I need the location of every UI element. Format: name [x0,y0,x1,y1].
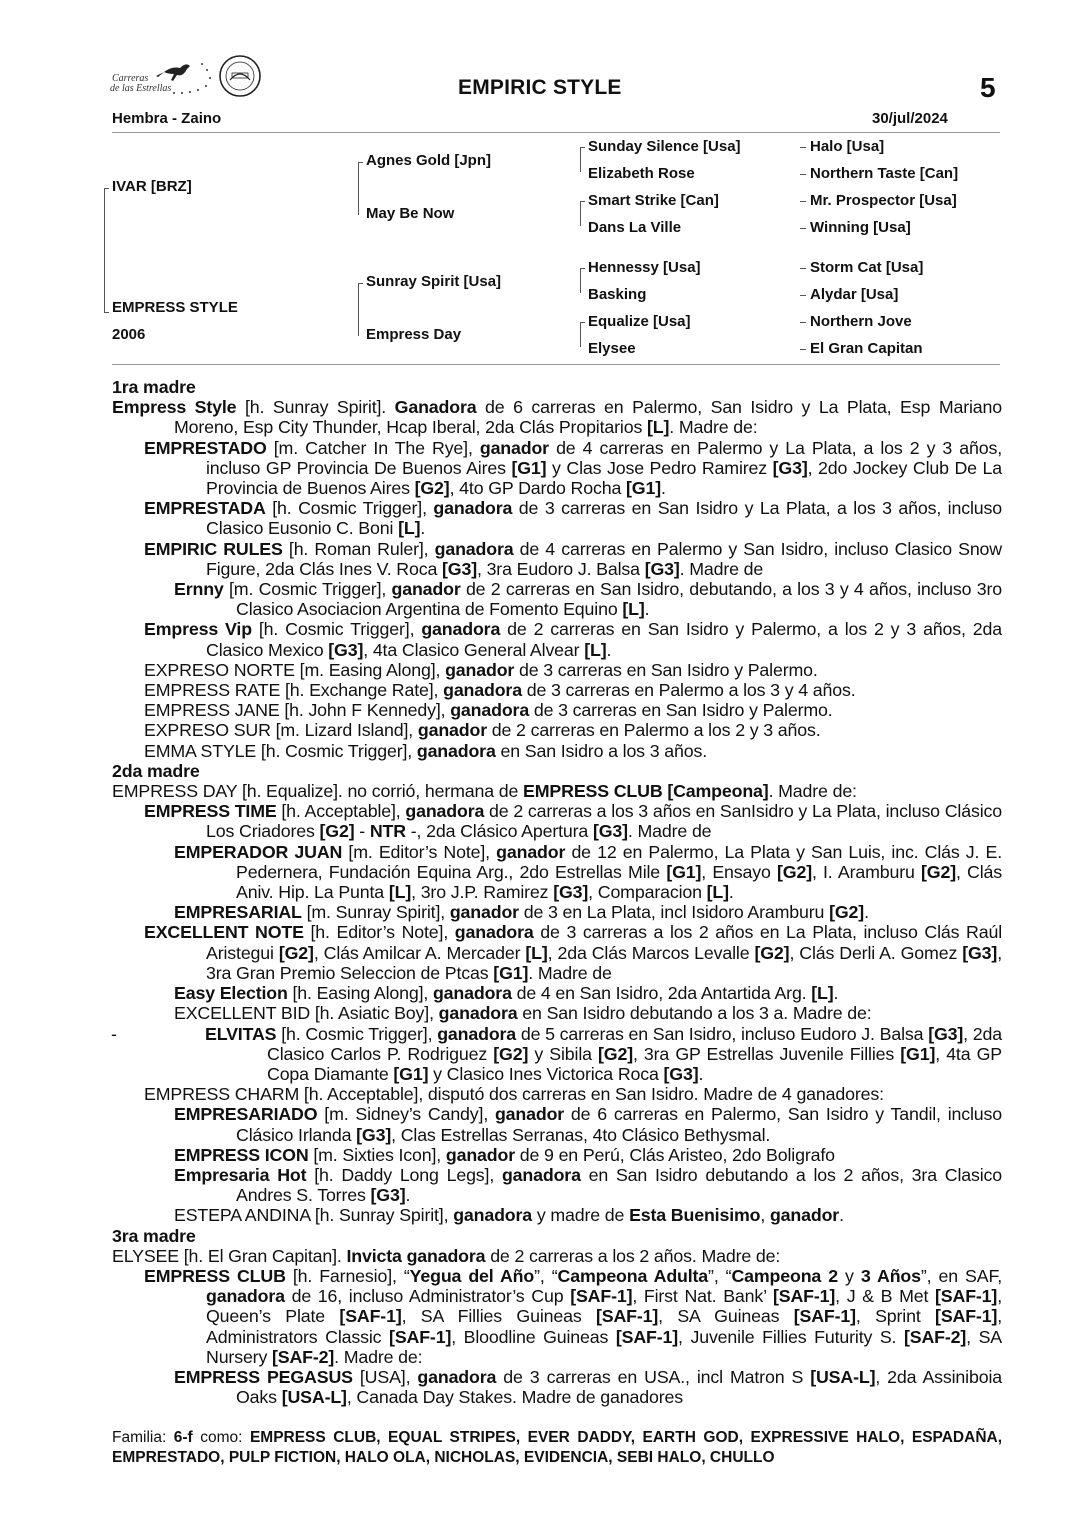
pedigree-gen3-2: Elizabeth Rose [588,165,695,182]
entry-grandoffspring: ESTEPA ANDINA [h. Sunray Spirit], ganadora y madre de Esta Buenisimo, ganador. [174,1205,844,1226]
pedigree-gen2-2: May Be Now [366,205,455,222]
pedigree-gen4-3: Mr. Prospector [Usa] [810,192,957,209]
entry-offspring: EMPRESTADO [m. Catcher In The Rye], ganador de 4 carreras en Palermo y La Plata, a los 2 y 3 años, incluso GP Provincia De Buenos Aires [G1] y Clas Jose Pedro Ramirez [G3], 2do Jockey Club De La Provincia de Buenos Aires [G2], 4to GP Dardo Rocha [G1]. [144,437,1002,499]
logo [112,52,272,102]
pedigree-divider [112,364,1000,365]
pedigree-gen3-8: Elysee [588,340,636,357]
logo-text-line1: Carreras [112,73,149,84]
dash [800,268,806,269]
entry-grandoffspring: EMPRESARIADO [m. Sidney’s Candy], ganador de 6 carreras en Palermo, San Isidro y Tandil, incluso Clásico Irlanda [G3], Clas Estrellas Serranas, 4to Clásico Bethysmal. [174,1104,1002,1145]
header-divider [112,132,1000,133]
entry-offspring: EMPRESS JANE [h. John F Kennedy], ganadora de 3 carreras en San Isidro y Palermo. [144,700,833,721]
pedigree-gen3-6: Basking [588,286,647,303]
entry-dam: Empress Style [h. Sunray Spirit]. Ganadora de 6 carreras en Palermo, San Isidro y La Plata, Esp Mariano Moreno, Esp City Thunder, Hcap Iberal, 2da Clás Propitarios [L]. Madre de: [112,397,1003,438]
family-como: como: [200,1429,243,1446]
lot-number: 5 [980,72,996,103]
dash [800,349,806,350]
entry-offspring: EXPRESO SUR [m. Lizard Island], ganador de 2 carreras en Palermo a los 2 y 3 años. [144,720,821,741]
pedigree-gen3-4: Dans La Ville [588,219,682,236]
pedigree-gen3-5: Hennessy [Usa] [588,259,701,276]
dash [800,174,806,175]
section-heading: 2da madre [112,760,200,781]
pedigree-gen3-7: Equalize [Usa] [588,313,691,330]
pedigree-gen3-1: Sunday Silence [Usa] [588,138,741,155]
family-label: Familia: [112,1429,167,1446]
section-heading: 3ra madre [112,1225,196,1246]
pedigree-sire: IVAR [BRZ] [112,178,192,195]
dash [800,295,806,296]
sale-date: 30/jul/2024 [872,110,948,127]
entry-offspring: EMPRESS TIME [h. Acceptable], ganadora de 2 carreras a los 3 años en SanIsidro y La Plata, incluso Clásico Los Criadores [G2] - NTR -, 2da Clásico Apertura [G3]. Madre de [144,801,1002,842]
entry-greatgrandoffspring: - ELVITAS [h. Cosmic Trigger], ganadora de 5 carreras en San Isidro, incluso Eudoro J. Balsa [G3], 2da Clasico Carlos P. Rodriguez [G2] y Sibila [G2], 3ra GP Estrellas Juvenile Fillies [G1], 4ta GP Copa Diamante [G1] y Clasico Ines Victorica Roca [G3]. [111,1023,1003,1084]
family-line [112,1428,1002,1468]
sex-color: Hembra - Zaino [112,110,222,127]
bracket [580,201,585,226]
catalog-body [112,377,1002,1407]
bracket [358,283,363,336]
entry-offspring: Empress Vip [h. Cosmic Trigger], ganadora de 2 carreras en San Isidro y Palermo, a los 2 y 3 años, 2da Clasico Mexico [G3], 4ta Clasico General Alvear [L]. [144,619,1002,660]
pedigree-gen2-1: Agnes Gold [Jpn] [366,152,491,169]
pedigree-dam: EMPRESS STYLE [112,299,238,316]
entry-granddam: EMPRESS DAY [h. Equalize]. no corrió, hermana de EMPRESS CLUB [Campeona]. Madre de: [112,781,857,802]
pedigree-gen3-3: Smart Strike [Can] [588,192,719,209]
entry-offspring: EMMA STYLE [h. Cosmic Trigger], ganadora en San Isidro a los 3 años. [144,740,707,761]
entry-offspring: EMPRESS RATE [h. Exchange Rate], ganadora de 3 carreras en Palermo a los 3 y 4 años. [144,680,856,701]
entry-offspring: EMPRESTADA [h. Cosmic Trigger], ganadora de 3 carreras en San Isidro y La Plata, a los 3 años, incluso Clasico Eusonio C. Boni [L]. [144,498,1002,539]
bracket [358,162,363,215]
family-number: 6-f [173,1429,193,1446]
pedigree-gen4-1: Halo [Usa] [810,138,885,155]
entry-offspring: EMPIRIC RULES [h. Roman Ruler], ganadora de 4 carreras en Palermo y San Isidro, incluso Clasico Snow Figure, 2da Clás Ines V. Roca [G3], 3ra Eudoro J. Balsa [G3]. Madre de [144,538,1002,579]
pedigree-gen4-6: Alydar [Usa] [810,286,899,303]
pedigree-gen4-2: Northern Taste [Can] [810,165,959,182]
bracket [104,188,109,313]
dash [800,228,806,229]
family-relatives: EMPRESS CLUB, EQUAL STRIPES, EVER DADDY, EARTH GOD, EXPRESSIVE HALO, ESPADAÑA, EMPRESTADO, PULP FICTION, HALO OLA, NICHOLAS, EVIDENCIA, SEBI HALO, CHULLO [112,1429,1003,1466]
entry-grandoffspring: Empresaria Hot [h. Daddy Long Legs], ganadora en San Isidro debutando a los 2 años, 3ra Clasico Andres S. Torres [G3]. [174,1164,1003,1206]
pedigree-gen2-3: Sunray Spirit [Usa] [366,273,502,290]
dash [800,201,806,202]
logo-text-line2: de las Estrellas [110,83,172,94]
pedigree-dam-year: 2006 [112,326,146,343]
entry-offspring: EMPRESS CHARM [h. Acceptable], disputó dos carreras en San Isidro. Madre de 4 ganadores: [144,1084,884,1105]
entry-grandoffspring: EMPRESS ICON [m. Sixties Icon], ganador de 9 en Perú, Clás Aristeo, 2do Boligrafo [174,1144,835,1165]
entry-grandoffspring: EMPRESS PEGASUS [USA], ganadora de 3 carreras en USA., incl Matron S [USA-L], 2da Assiniboia Oaks [USA-L], Canada Day Stakes. Madre de ganadores [174,1366,1002,1408]
pedigree-gen4-4: Winning [Usa] [810,219,911,236]
entry-offspring: EXCELLENT NOTE [h. Editor’s Note], ganadora de 3 carreras a los 2 años en La Plata, incluso Clás Raúl Aristegui [G2], Clás Amilcar A. Mercader [L], 2da Clás Marcos Levalle [G2], Clás Derli A. Gomez [G3], 3ra Gran Premio Seleccion de Ptcas [G1]. Madre de [144,922,1003,983]
pedigree-gen4-8: El Gran Capitan [810,340,923,357]
logo-text [112,74,171,94]
pedigree-gen4-5: Storm Cat [Usa] [810,259,924,276]
page-title: EMPIRIC STYLE [458,76,622,99]
bracket [104,298,109,313]
dash [800,147,806,148]
bracket [580,147,585,172]
entry-grandoffspring: Ernny [m. Cosmic Trigger], ganador de 2 carreras en San Isidro, debutando, a los 3 y 4 años, incluso 3ro Clasico Asociacion Argentina de Fomento Equino [L]. [174,579,1002,620]
pedigree-gen4-7: Northern Jove [810,313,912,330]
entry-offspring: EMPRESS CLUB [h. Farnesio], “Yegua del Año”, “Campeona Adulta”, “Campeona 2 y 3 Años”, en SAF, ganadora de 16, incluso Administrator’s Cup [SAF-1], First Nat. Bank’ [SAF-1], J & B Met [SAF-1], Queen’s Plate [SAF-1], SA Fillies Guineas [SAF-1], SA Guineas [SAF-1], Sprint [SAF-1], Administrators Classic [SAF-1], Bloodline Guineas [SAF-1], Juvenile Fillies Futurity S. [SAF-2], SA Nursery [SAF-2]. Madre de: [144,1265,1003,1367]
entry-grandoffspring: Easy Election [h. Easing Along], ganadora de 4 en San Isidro, 2da Antartida Arg. [L]. [174,983,839,1004]
entry-offspring: EXPRESO NORTE [m. Easing Along], ganador de 3 carreras en San Isidro y Palermo. [144,659,818,680]
dash [800,322,806,323]
entry-grandoffspring: EMPRESARIAL [m. Sunray Spirit], ganador de 3 en La Plata, incl Isidoro Aramburu [G2]. [174,902,869,923]
entry-grandoffspring: EXCELLENT BID [h. Asiatic Boy], ganadora en San Isidro debutando a los 3 a. Madre de: [174,1003,872,1024]
section-heading: 1ra madre [112,377,196,397]
bracket [580,268,585,293]
bracket [580,322,585,347]
entry-grandoffspring: EMPERADOR JUAN [m. Editor’s Note], ganador de 12 en Palermo, La Plata y San Luis, inc. Clás J. E. Pedernera, Fundación Equina Arg., 2do Estrellas Mile [G1], Ensayo [G2], I. Aramburu [G2], Clás Aniv. Hip. La Punta [L], 3ro J.P. Ramirez [G3], Comparacion [L]. [174,841,1003,903]
entry-greatgranddam: ELYSEE [h. El Gran Capitan]. Invicta ganadora de 2 carreras a los 2 años. Madre de: [112,1245,781,1266]
pedigree-gen2-4: Empress Day [366,326,462,343]
